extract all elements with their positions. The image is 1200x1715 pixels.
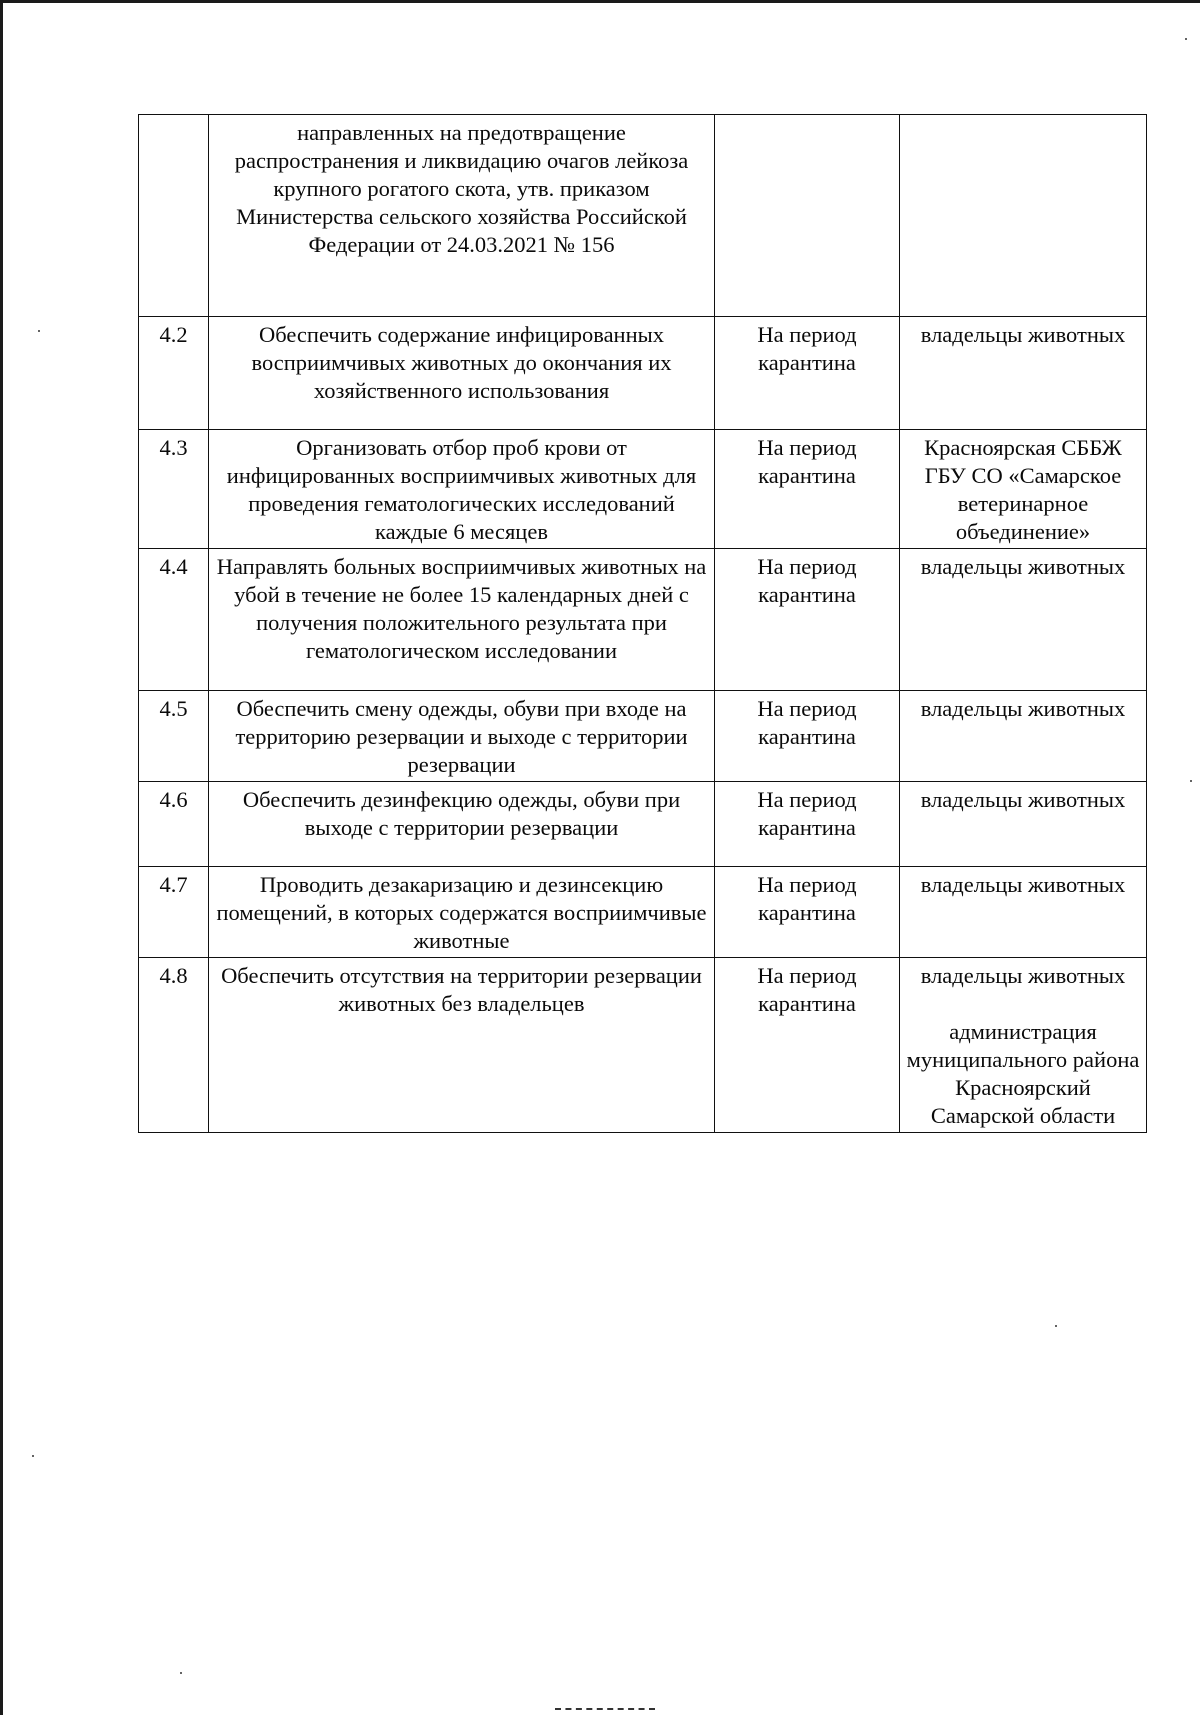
row-number: 4.7: [139, 867, 209, 958]
scan-speck: [1185, 38, 1187, 40]
table-row: [139, 549, 1147, 691]
measure-responsible: [900, 115, 1147, 317]
measure-responsible: владельцы животных: [900, 691, 1147, 782]
measure-responsible-extra: администрация муниципального района Красноярский Самарской области: [906, 1019, 1140, 1128]
table-row: [139, 691, 1147, 782]
scan-edge-top: [0, 0, 1200, 3]
measure-term: На период карантина: [715, 317, 900, 430]
table-row: [139, 867, 1147, 958]
measure-text: Проводить дезакаризацию и дезинсекцию помещений, в которых содержатся восприимчивые животные: [209, 867, 715, 958]
measure-text: Обеспечить содержание инфицированных восприимчивых животных до окончания их хозяйственного использования: [209, 317, 715, 430]
measure-text: Направлять больных восприимчивых животных на убой в течение не более 15 календарных дней с получения положительного результата при гематологическом исследовании: [209, 549, 715, 691]
measure-text: направленных на предотвращение распространения и ликвидацию очагов лейкоза крупного рогатого скота, утв. приказом Министерства сельского хозяйства Российской Федерации от 24.03.2021 № 156: [209, 115, 715, 317]
scan-speck: [32, 1455, 34, 1457]
table-row: [139, 115, 1147, 317]
scan-speck: [38, 330, 40, 332]
measure-text: Обеспечить отсутствия на территории резервации животных без владельцев: [209, 958, 715, 1133]
row-number: 4.2: [139, 317, 209, 430]
measure-responsible-cell: [900, 958, 1147, 1133]
measure-term: На период карантина: [715, 549, 900, 691]
measure-responsible: владельцы животных: [900, 549, 1147, 691]
table-row: [139, 317, 1147, 430]
measure-responsible: владельцы животных: [900, 317, 1147, 430]
measure-responsible: владельцы животных: [920, 963, 1126, 988]
measure-text: Организовать отбор проб крови от инфицированных восприимчивых животных для проведения гематологических исследований каждые 6 месяцев: [209, 430, 715, 549]
measure-text: Обеспечить дезинфекцию одежды, обуви при выходе с территории резервации: [209, 782, 715, 867]
measure-term: На период карантина: [715, 782, 900, 867]
scan-edge-left: [0, 0, 3, 1715]
row-number: 4.5: [139, 691, 209, 782]
scan-speck: [1190, 780, 1192, 782]
measure-responsible: Красноярская СББЖ ГБУ СО «Самарское ветеринарное объединение»: [900, 430, 1147, 549]
scan-speck: [1055, 1325, 1057, 1327]
measure-term: [715, 115, 900, 317]
scan-speck: [180, 1672, 182, 1674]
measure-term: На период карантина: [715, 691, 900, 782]
measure-term: На период карантина: [715, 867, 900, 958]
measure-responsible: владельцы животных: [900, 867, 1147, 958]
measures-table: [138, 114, 1147, 1133]
row-number: 4.3: [139, 430, 209, 549]
table-row: [139, 782, 1147, 867]
measure-term: На период карантина: [715, 958, 900, 1133]
measure-term: На период карантина: [715, 430, 900, 549]
table-row: [139, 958, 1147, 1133]
measure-text: Обеспечить смену одежды, обуви при входе на территорию резервации и выходе с территории резервации: [209, 691, 715, 782]
table-row: [139, 430, 1147, 549]
measure-responsible: владельцы животных: [900, 782, 1147, 867]
row-number: 4.4: [139, 549, 209, 691]
row-number: 4.8: [139, 958, 209, 1133]
row-number: [139, 115, 209, 317]
scan-footer-mark: [555, 1708, 655, 1712]
row-number: 4.6: [139, 782, 209, 867]
